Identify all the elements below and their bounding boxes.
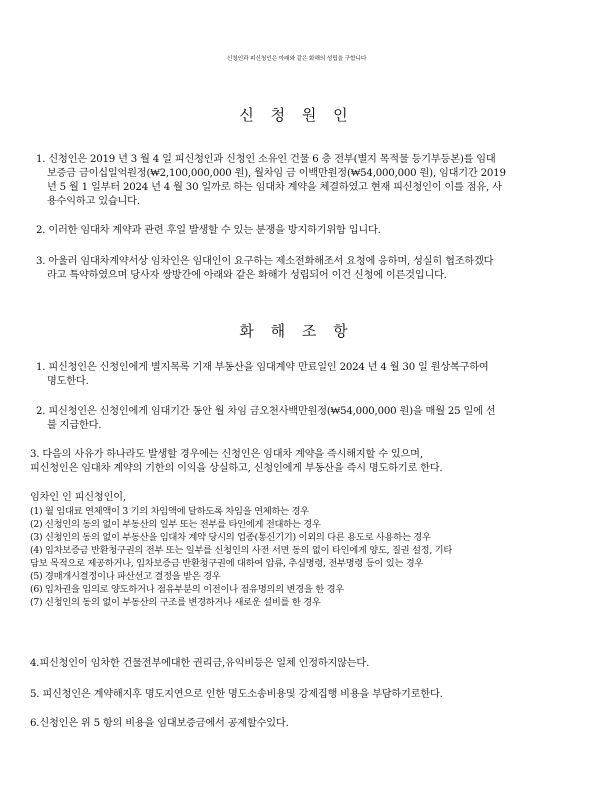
lessee-list-item-3: (3) 신청인의 동의 없이 부동산을 임대차 계약 당시의 업종(통신기기) 이외의 다른 용도로 사용하는 경우 [30,532,431,543]
cause-item-3-line-2: 라고 특약하였으며 당사자 쌍방간에 아래와 같은 화해가 성립되어 이건 신청에 이른것입니다. [47,270,447,281]
lessee-list-item-2: (2) 신청인의 동의 없이 부동산의 일부 또는 전부를 타인에게 전대하는 경우 [30,519,321,530]
lessee-list-item-1: (1) 월 임대료 연체액이 3 기의 차임액에 달하도록 차임을 연체하는 경우 [30,506,309,517]
term-item-1-line-2: 명도한다. [47,376,89,387]
lessee-list-item-4-line-2: 담보 목적으로 제공하거나, 임차보증금 반환청구권에 대하여 압류, 추심명령, 전부명령 등이 있는 경우 [30,558,424,569]
lessee-list-item-4-line-1: (4) 임차보증금 반환청구권의 전부 또는 일부를 신청인의 사전 서면 동의 없이 타인에게 양도, 질권 설정, 기타 [30,545,453,556]
term-item-2-line-2: 불 지급한다. [47,420,102,431]
cause-item-1-line-1: 1. 신청인은 2019 년 3 월 4 일 피신청인과 신청인 소유인 건물 6 층 전부(별지 목적물 등기부등본)를 임대 [36,154,496,165]
term-item-3-line-2: 피신청인은 임대차 계약의 기한의 이익을 상실하고, 신청인에게 부동산을 즉시 명도하기로 한다. [30,463,443,474]
cause-item-1-line-3: 년 5 월 1 일부터 2024 년 4 월 30 일까로 하는 임대차 계약을 체결하였고 현재 피신청인이 이를 점유, 사 [47,182,502,193]
cause-item-2: 2. 이러한 임대차 계약과 관련 후일 발생할 수 있는 분쟁을 방지하기위함 입니다. [36,225,381,236]
section-heading-settlement-terms: 화 해 조 항 [239,322,354,340]
intro-text: 신청인과 피신청인은 아래와 같은 화해의 성립을 구합니다 [226,56,367,62]
lessee-list-item-6: (6) 임차권을 임의로 양도하거나 점유부분의 이전이나 점유명의의 변경을 한 경우 [30,584,344,595]
term-item-6: 6.신청인은 위 5 항의 비용을 임대보증금에서 공제할수있다. [30,718,289,729]
term-item-4: 4.피신청인이 임차한 건물전부에대한 권리금,유익비등은 일체 인정하지않는다. [30,658,370,669]
term-item-3-line-1: 3. 다음의 사유가 하나라도 발생할 경우에는 신청인은 임대차 계약을 즉시해지할 수 있으며, [30,449,423,460]
term-item-1-line-1: 1. 피신청인은 신청인에게 별지목록 기재 부동산을 임대계약 만료일인 2024 년 4 월 30 일 원상복구하여 [36,362,489,373]
cause-item-1-line-4: 용수익하고 있습니다. [47,196,140,207]
term-item-2-line-1: 2. 피신청인은 신청인에게 임대기간 동안 월 차임 금오천사백만원정(₩54,000,000 원)을 매월 25 일에 선 [36,406,496,417]
lessee-list-item-7: (7) 신청인의 동의 없이 부동산의 구조를 변경하거나 새로운 설비를 한 경우 [30,597,321,608]
section-heading-application-cause: 신 청 원 인 [239,106,354,124]
lessee-list-item-5: (5) 경매개시결정이나 파산선고 결정을 받은 경우 [30,571,221,582]
lessee-list-title: 임차인 인 피신청인이, [30,492,126,503]
cause-item-3-line-1: 3. 아울러 임대차계약서상 임차인은 임대인이 요구하는 제소전화해조서 요청에 응하며, 성실히 협조하겠다 [36,256,494,267]
cause-item-1-line-2: 보증금 금이십일억원정(₩2,100,000,000 원), 월차임 금 이백만원정(₩54,000,000 원), 임대기간 2019 [47,168,506,179]
term-item-5: 5. 피신청인은 계약해지후 명도지연으로 인한 명도소송비용및 강제집행 비용을 부담하기로한다. [30,689,443,700]
